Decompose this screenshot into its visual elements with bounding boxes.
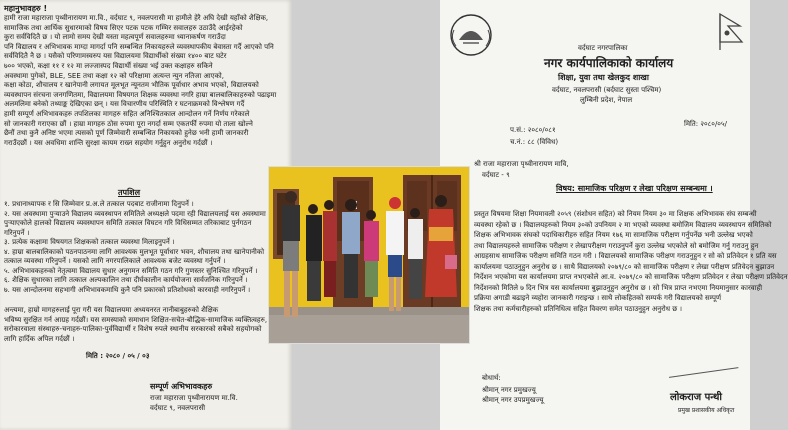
tapasil-heading: तपशिल [118,188,141,197]
paragraph-1-line: हामी सम्पूर्ण अभिभावकहरु तपशिलका मागहरु सहित अनिश्चितकाल आन्दोलन गर्ने निर्णय गरेकाले [4,110,250,118]
person-3 [323,200,337,297]
body-line: शिक्षक अभिभावक संघको पदाधिकारीहरु सहित नियम १७६ मा सामाजिक परीक्षण गर्नुपर्नेछ भनी उल्लेख भएको [474,231,753,239]
office-address: वर्दघाट, नवलपरासी (बर्दघाट सुस्ता पश्चिम) [552,86,662,94]
demands-list [4,200,304,295]
letter-date: मिति : २०८० / ०५ / ०३ [86,352,150,360]
body-line: निर्देशन भएकोमा यस कार्यालयमा प्राप्त नभएकोले आ.व. २०७९/८० को सामाजिक परीक्षण प्रतिवेदन र लेखा परीक्षण प्रतिवेदन [474,273,788,281]
municipality-name: वर्दघाट नगरपालिका [578,44,628,52]
office-province: लुम्बिनी प्रदेश, नेपाल [580,96,633,104]
parents-letter-document [0,0,292,430]
signatory-line-2: वर्दघाट ९, नवलपरासी [150,404,206,412]
demand-line: पुऱ्याएकोले हालको विद्यालय व्यवस्थापन समिति तत्काल विघटन गरि विधिसम्मत तरिकाबाट पुर्नगठन [4,219,252,227]
person-2 [306,204,322,301]
paragraph-1-line: कक्षा कोठा, शौचालय र खानेपानी लगायत मूलभूत न्यूनतम भौतिक पूर्वाधार अभाव भएको, विद्यालयको [4,81,259,90]
recipient-line-1: श्री राजा महाराजा पृथ्वीनारायण मावि, [474,160,569,168]
bodartha-label: बोधार्थ: [482,374,501,382]
body-line: प्रस्तुत विषयमा शिक्षा नियमावली २०५९ (संशोधन सहित) को नियम नियम ३० मा शिक्षक अभिभावक संघ सम्बन्धी [474,210,757,218]
office-title: नगर कार्यपालिकाको कार्यालय [544,56,674,70]
paragraph-1-line: गराउँदछौं । यस अवधिमा शान्ति सुरक्षा कायम राख्न सहयोग गर्नुहुन अनुरोध गर्दछौं । [4,138,213,147]
paragraph-1-line: अलमलिमा बनेको तथ्याङ्क देखिएका छन् । यस विचारणीय परिस्थिति र घटनाक्रमको विश्लेषण गर्दै [4,100,245,109]
demand-line: गरिनुपर्ने । [4,228,30,237]
closing-line: अन्त्यमा, हाम्रो मागहरुलाई पूरा गरी यस विद्यालयमा अध्ययनरत नानीबाबुहरुको शैक्षिक [4,306,219,314]
branch-name: शिक्षा, युवा तथा खेलकुद शाखा [558,73,649,82]
body-line: कार्यालयमा पठाउनुहुन अनुरोध छ । साथै विद्यालयको २०७९/८० को सामाजिक परीक्षण र लेखा परीक्षण प्रतिवेदन बुझाउन [474,262,775,271]
demand-line: ५. अभिभावकहरुको नेतृत्वमा विद्यालय सुधार अनुगमन समिति गठन गरि गुणस्तर सुनिश्चित गरिनुपर्ने । [4,266,258,275]
demand-line: २. यस अवस्थामा पुऱ्याउने विद्यालय व्यवस्थापन समितिले अध्यक्षले पदमा रही विद्यालयलाई यस अवस्थामा [4,209,266,218]
closing-line: सरोकारवाला संस्थाहरु-चनाहरु-पालिका-पुर्वविद्यार्थी र विशेष रुपले स्थानीय सरकारको सबैको सहयोगको [4,325,262,333]
patra-sankhya: प.सं.: २०८०/०८१ [510,126,556,134]
bodartha-line-2: श्रीमान् नगर उपप्रमुखज्यू [482,396,544,404]
paragraph-1-line: सर्वविदितै नै छ । यसैको परिणामस्वरुप यस विद्यालयमा विद्यार्थीको संख्या १४०० बाट घटेर [4,52,227,61]
demand-line: ३. प्रत्येक कक्षामा विषयगत शिक्षकको तत्काल व्यवस्था मिलाइनुपर्ने । [4,238,175,246]
paragraph-1-line: सामाजिक तथा आर्थिक सुधारमाको विषय सिएर पटक पटक गम्भिर सवालहरु उठाउँदै आईरहेको [4,23,243,32]
paragraph-1-line: पनि विद्यालय र अभिभावक माग्दा मागर्दा पनि सम्बन्धित निकायहरुले व्यवस्थापकीय बेवास्ता गर्दै आएको पनि [4,42,274,51]
signer-name: लोकराज पन्थी [670,392,722,403]
letter-body [474,210,788,340]
letter-subject: विषय: सामाजिक परिक्षण र लेखा परिक्षण सम्बन्धमा । [556,184,713,193]
protest-scene [269,167,469,343]
paragraph-1-line: सो जानकारी गराएका छौं । हाम्रा मागहरु ठोस रुपमा पूरा नगर्दा सम्म एकतर्फी रुपमा यो ताला खोल्ने [4,119,253,128]
bodartha-line-1: श्रीमान् नगर प्रमुखज्यू [482,386,536,394]
body-line: तथा विद्यालयहरुले सामाजिक परीक्षण र लेखापरीक्षण गराउनुपर्ने कुरा उल्लेख भएकोले सो बमोजिम गर्नु गराउनु हुन [474,241,759,250]
demand-line: १. प्रधानाध्यापक र सि जिम्मेवार प्र.अ.ले तत्काल पदबाट राजीनामा दिनुपर्ने । [4,200,194,208]
signatory-line-1: राजा महाराजा पृथ्वीनारायण मा.वि. [150,394,238,402]
signer-title: प्रमुख प्रशासकीय अधिकृत [678,407,735,414]
nepal-flag-icon [716,12,746,52]
body-line: शिक्षक तथा कर्मचारीहरुको प्रतिनिधित्व सहित विवरण समेत पठाउनुहुन अनुरोध छ । [474,304,683,313]
body-line: प्रक्रिया अगाडी बढाइने व्यहोरा जानकारी गराइन्छ । साथै लोकहितको सम्पर्क गरी विद्यालयको सम्पूर्ण [474,294,722,302]
letter-paragraph-closing [4,306,304,346]
closing-line: लागि हार्दिक अपिल गर्दछौं । [4,334,75,343]
closing-line: भविष्य सुरक्षित गर्न आग्रह गर्दछौं। यस समस्याको समाधान शिक्षित-सचेत-बौद्धिक-सामाजिक व्यक्तित्वहरु, [4,315,268,324]
paragraph-1-line: कुरा सर्वविदितै छ । यो लामो समय देखी यस्ता महत्वपूर्ण सवालहरुमा ध्यानाकर्षण गराउँदा [4,33,226,42]
chalani-number: च.नं.: ८८ (विविध) [510,138,559,146]
recipient-line-2: वर्दघाट - ९ [482,171,510,179]
paragraph-1-line: छैनौं तथा कुनै अनिष्ट भएमा त्यसको पूर्ण जिम्मेवारी सम्बन्धित निकायको हुनेछ भनी हामी जानकारी [4,129,249,138]
person-8 [425,195,457,297]
letter-date-right: मिति: २०८०/०५/ [684,120,727,128]
person-5 [364,210,379,297]
paragraph-1-line: हामी राजा महाराजा पृथ्वीनारायण मा.वि., वर्दघाट ९, नवलपरासी मा हामीले हेरै अघि देखी यहाँको शैक्षिक, [4,14,269,22]
demand-line: ६. शैक्षिक सुधारका लागि तत्काल अल्पकालिन तथा दीर्घकालीन कार्ययोजना सार्वजनिक गरिनुपर्ने । [4,276,248,284]
signature-stroke [668,357,739,378]
person-7 [408,208,423,299]
signatory-heading: सम्पूर्ण अभिभावकहरु [150,382,213,391]
paragraph-1-line: अवस्थामा पुगेको, BLE, SEE तथा कक्षा १२ को परिक्षामा अत्यन्त न्युन नतिजा आएको, [4,71,224,80]
paragraph-1-line: ७०० भएको, कक्षा ११ र १२ मा लज्जास्पद विद्यार्थी संख्या भई उक्त कक्षाहरु सकिने [4,62,213,70]
body-line: आग्रहसाथ सामाजिक परीक्षण समिति गठन गरी । विद्यालयको सामाजिक परीक्षण गराउनुहुन र सो को प्रतिवेदन १ प्रति यस [474,252,777,260]
person-4 [342,199,360,298]
body-line: व्यवस्था रहेको छ । विद्यालयहरुको नियम ३०को उपनियम २ मा भएको व्यवस्था बमोजिम विद्यालय व्यवस्थापन समितिको [474,220,772,229]
protest-photo [268,166,470,344]
letter-paragraph-1 [4,14,304,149]
demand-line: तत्काल व्यवस्था गरिनुपर्ने । यसको लागि नगरपालिकाले आवश्यक बजेट व्यवस्था गर्नुपर्ने । [4,257,226,265]
paragraph-1-line: व्यवस्थापन संरचना जनगणितमा, विद्यालयमा विषयगत शिक्षक व्यवस्था नगरि हाम्रा बालबालिकाहरुको पढाइमा [4,90,277,99]
letter-salutation: महानुभावहरु ! [4,4,48,13]
municipality-letter-document [440,0,788,430]
nepal-emblem-icon [446,10,496,60]
demand-line: ४. हाम्रा बालबालिकाको पठनपाठनमा लागि आवश्यक मुलभूत पूर्वाधार भवन, शौचालय तथा खानेपानीको [4,247,265,256]
body-line: निर्देशनको मितिले ७ दिन भित्र यस कार्यालयमा बुझाउनुहुन अनुरोध छ । सो भित्र प्राप्त नभएमा नियमानुसार कारवाही [474,283,763,292]
demand-line: ७. यस आन्दोलनमा सहभागी अभिभावकमाथि कुनै पनि प्रकारको प्रतिशोधको कारवाही नगरिनुपर्ने । [4,285,251,294]
